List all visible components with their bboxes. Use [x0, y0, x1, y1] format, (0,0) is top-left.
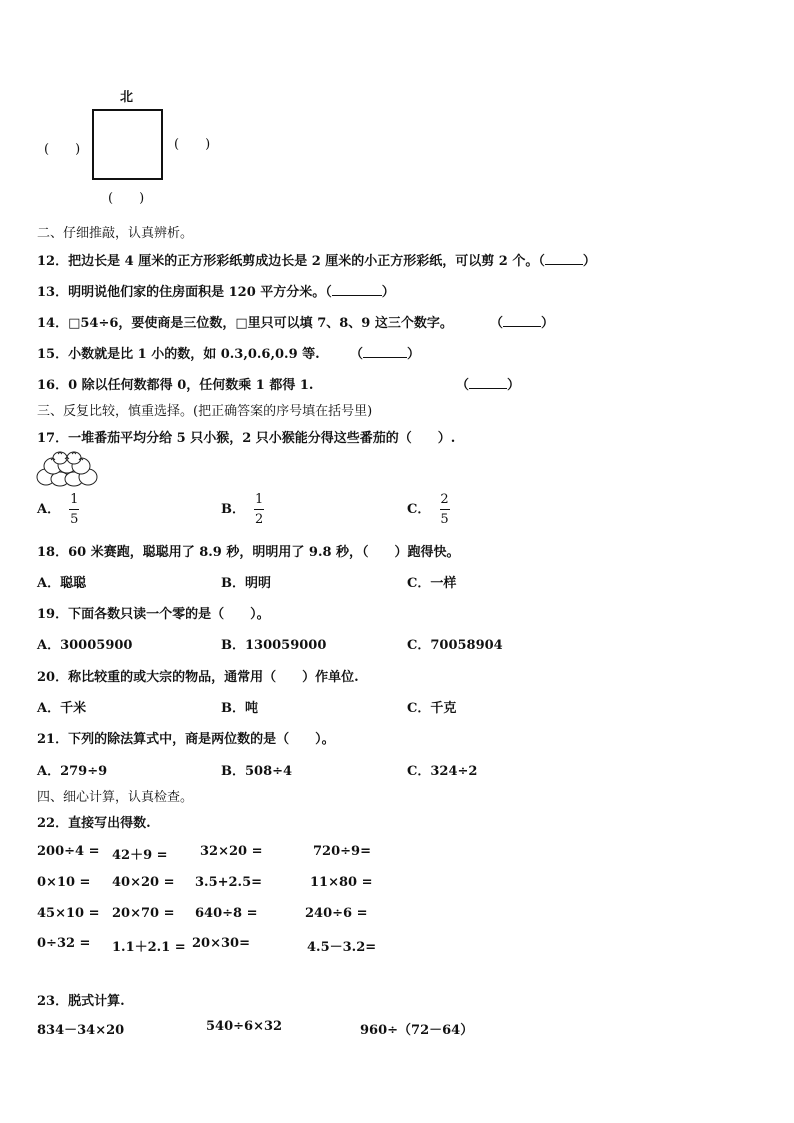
calc-22-r2c2: 40×20 =: [112, 875, 175, 890]
option-17-a[interactable]: A． $\frac{1}{5}$: [37, 492, 79, 527]
question-15-text: 15．小数就是比 1 小的数，如 0.3,0.6,0.9 等.: [37, 347, 320, 362]
option-20-c[interactable]: C．千克: [407, 701, 457, 716]
calc-22-r3c1: 45×10 =: [37, 906, 100, 921]
question-12: 12．把边长是 4 厘米的正方形彩纸剪成边长是 2 厘米的小正方形彩纸，可以剪 2 个。（ ）: [37, 254, 596, 269]
section-3-title: 三、反复比较，慎重选择。(把正确答案的序号填在括号里): [37, 404, 373, 419]
question-16: [37, 374, 313, 393]
calc-22-r3c2: 20×70 =: [112, 906, 175, 921]
question-14-text: 14．□54÷6，要使商是三位数，□里只可以填 7、8、9 这三个数字。: [37, 316, 453, 331]
question-18-text: 18．60 米赛跑，聪聪用了 8.9 秒，明明用了 9.8 秒，（ ）跑得快。: [37, 545, 460, 560]
calc-22-r3c4: 240÷6 =: [305, 906, 368, 921]
section-2-title: 二、仔细推敲，认真辨析。: [37, 226, 194, 241]
compass-bottom-blank: ( ): [108, 191, 145, 206]
question-19-text: 19．下面各数只读一个零的是（ ）。: [37, 607, 270, 622]
compass-square: [92, 109, 163, 180]
question-16-text: 16．0 除以任何数都得 0，任何数乘 1 都得 1.: [37, 378, 314, 393]
calc-23-item1: 834－34×20: [37, 1023, 125, 1038]
option-20-b[interactable]: B．吨: [221, 701, 258, 716]
calc-22-r4c4: 4.5－3.2=: [307, 940, 377, 955]
question-12-text: 12．把边长是 4 厘米的正方形彩纸剪成边长是 2 厘米的小正方形彩纸，可以剪 2 个。: [37, 254, 539, 269]
option-20-a[interactable]: A．千米: [37, 701, 87, 716]
answer-16: （ ）: [456, 378, 521, 393]
question-17-text: 17．一堆番茄平均分给 5 只小猴，2 只小猴能分得这些番茄的（ ）.: [37, 431, 456, 446]
calc-22-r4c3: 20×30=: [192, 936, 250, 951]
fraction-17-b: $\frac{1}{2}$: [255, 492, 264, 527]
option-17-b[interactable]: B． $\frac{1}{2}$: [221, 492, 264, 527]
answer-blank-15[interactable]: [363, 346, 407, 358]
option-19-a[interactable]: A．30005900: [37, 638, 133, 653]
calc-22-r4c1: 0÷32 =: [37, 936, 91, 951]
calc-23-item2: 540÷6×32: [206, 1019, 283, 1034]
question-13: 13．明明说他们家的住房面积是 120 平方分米。（ ）: [37, 285, 395, 300]
calc-22-r1c1: 200÷4 =: [37, 844, 100, 859]
option-19-c[interactable]: C．70058904: [407, 638, 503, 653]
fraction-17-c: $\frac{2}{5}$: [440, 492, 449, 527]
answer-blank-14[interactable]: [503, 315, 541, 327]
calc-22-r3c3: 640÷8 =: [195, 906, 258, 921]
answer-15: （ ）: [350, 347, 421, 362]
compass-left-blank: ( ): [44, 142, 81, 157]
calc-22-r4c2: 1.1＋2.1 =: [112, 940, 186, 955]
option-17-c[interactable]: C． $\frac{2}{5}$: [407, 492, 449, 527]
calc-22-r1c3: 32×20 =: [200, 844, 263, 859]
section-4-title: 四、细心计算，认真检查。: [37, 790, 194, 805]
compass-north-label: 北: [120, 90, 134, 105]
option-21-b[interactable]: B．508÷4: [221, 764, 293, 779]
question-14: [37, 312, 453, 331]
compass-right-blank: ( ): [174, 137, 211, 152]
answer-14: （ ）: [490, 316, 555, 331]
option-21-c[interactable]: C．324÷2: [407, 764, 478, 779]
option-18-a[interactable]: A．聪聪: [37, 576, 87, 591]
option-18-c[interactable]: C．一样: [407, 576, 457, 591]
option-21-a[interactable]: A．279÷9: [37, 764, 108, 779]
question-20-text: 20．称比较重的或大宗的物品，通常用（ ）作单位.: [37, 670, 359, 685]
question-23-text: 23．脱式计算.: [37, 994, 125, 1009]
calc-22-r2c1: 0×10 =: [37, 875, 91, 890]
answer-blank-12[interactable]: [545, 253, 583, 265]
calc-22-r1c4: 720÷9=: [313, 844, 371, 859]
calc-22-r1c2: 42＋9 =: [112, 848, 168, 863]
calc-23-item3: 960÷（72－64）: [360, 1023, 474, 1038]
option-18-b[interactable]: B．明明: [221, 576, 271, 591]
question-15: [37, 343, 320, 362]
calc-22-r2c4: 11×80 =: [310, 875, 373, 890]
question-22-text: 22．直接写出得数.: [37, 816, 151, 831]
answer-blank-13[interactable]: [332, 284, 382, 296]
answer-blank-16[interactable]: [469, 377, 507, 389]
calc-22-r2c3: 3.5+2.5=: [195, 875, 263, 890]
fraction-17-a: $\frac{1}{5}$: [70, 492, 79, 527]
question-21-text: 21．下列的除法算式中，商是两位数的是（ ）。: [37, 732, 335, 747]
option-19-b[interactable]: B．130059000: [221, 638, 327, 653]
tomatoes-image: [36, 451, 100, 487]
question-13-text: 13．明明说他们家的住房面积是 120 平方分米。: [37, 285, 326, 300]
